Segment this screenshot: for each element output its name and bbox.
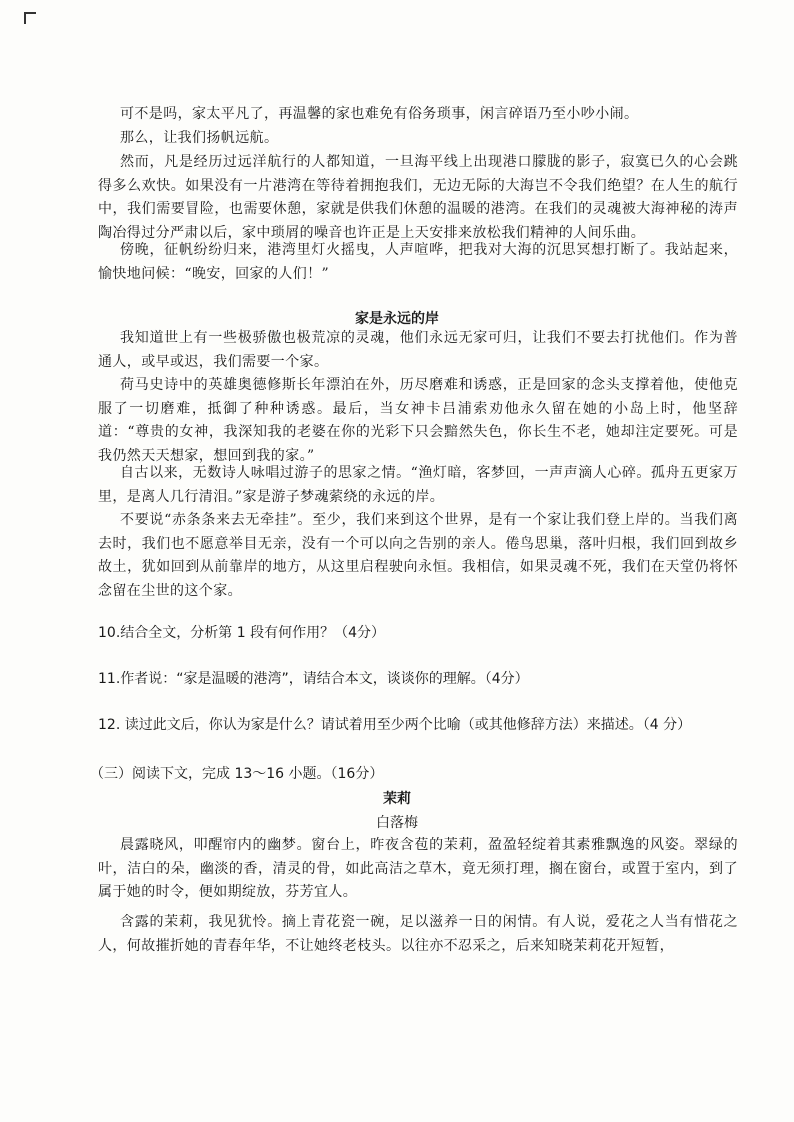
essay2-paragraph: 不要说“赤条条来去无牵挂”。至少，我们来到这个世界，是有一个家让我们登上岸的。当我们离去时，我们也不愿意举目无亲，没有一个可以向之告别的亲人。倦鸟思巢，落叶归根，我们回到故乡故土，犹如回到从前靠岸的地方，从这里启程驶向永恒。我相信，如果灵魂不死，我们在天堂仍将怀念留在尘世的这个家。 [98, 512, 738, 599]
section3-paragraph: 晨露晓风，叩醒帘内的幽梦。窗台上，昨夜含苞的茉莉，盈盈轻绽着其素雅飘逸的风姿。翠绿的叶，洁白的朵，幽淡的香，清灵的骨，如此高洁之草木，竟无须打理，搁在窗台，或置于室内，到了属于她的时令，便如期绽放，芬芳宜人。 [98, 837, 738, 900]
question-11: 11.作者说：“家是温暖的港湾”，请结合本文，谈谈你的理解。（4分） [98, 671, 529, 687]
essay1-paragraph: 傍晚，征帆纷纷归来，港湾里灯火摇曳，人声喧哗，把我对大海的沉思冥想打断了。我站起来，愉快地问候：“晚安，回家的人们！” [98, 242, 738, 282]
essay1-paragraph: 可不是吗，家太平凡了，再温馨的家也难免有俗务琐事，闲言碎语乃至小吵小闹。 [120, 106, 639, 122]
question-12: 12. 读过此文后，你认为家是什么？请试着用至少两个比喻（或其他修辞方法）来描述。（4 分） [98, 717, 692, 733]
section3-author: 白落梅 [376, 815, 418, 831]
section3-paragraph: 含露的茉莉，我见犹怜。摘上青花瓷一碗，足以滋养一日的闲情。有人说，爱花之人当有惜花之人，何故摧折她的青春年华，不让她终老枝头。以往亦不忍采之，后来知晓茉莉花开短暂， [98, 914, 738, 954]
essay2-paragraph: 自古以来，无数诗人咏唱过游子的思家之情。“渔灯暗，客梦回，一声声滴人心碎。孤舟五更家万里，是离人几行清泪。”家是游子梦魂萦绕的永远的岸。 [98, 465, 738, 505]
essay1-paragraph: 那么，让我们扬帆远航。 [120, 130, 279, 146]
essay2-paragraph: 我知道世上有一些极骄傲也极荒凉的灵魂，他们永远无家可归，让我们不要去打扰他们。作为普通人，或早或迟，我们需要一个家。 [98, 330, 738, 370]
essay1-paragraph: 然而，凡是经历过远洋航行的人都知道，一旦海平线上出现港口朦胧的影子，寂寞已久的心会跳得多么欢快。如果没有一片港湾在等待着拥抱我们，无边无际的大海岂不令我们绝望？在人生的航行中，我们需要冒险，也需要休憩，家就是供我们休憩的温暖的港湾。在我们的灵魂被大海神秘的涛声陶冶得过分严肃以后，家中琐屑的噪音也许正是上天安排来放松我们精神的人间乐曲。 [98, 154, 738, 241]
question-10: 10.结合全文，分析第 1 段有何作用？（4分） [98, 625, 385, 641]
section3-heading: （三）阅读下文，完成 13～16 小题。（16分） [90, 766, 384, 782]
scan-corner-mark [24, 12, 36, 24]
section3-title: 茉莉 [383, 791, 411, 807]
essay2-title: 家是永远的岸 [355, 311, 439, 327]
essay2-paragraph: 荷马史诗中的英雄奥德修斯长年漂泊在外，历尽磨难和诱惑，正是回家的念头支撑着他，使他克服了一切磨难，抵御了种种诱惑。最后，当女神卡吕浦索劝他永久留在她的小岛上时，他坚辞道：“尊贵的女神，我深知我的老婆在你的光彩下只会黯然失色，你长生不老，她却注定要死。可是我仍然天天想家，想回到我的家。” [98, 377, 738, 464]
